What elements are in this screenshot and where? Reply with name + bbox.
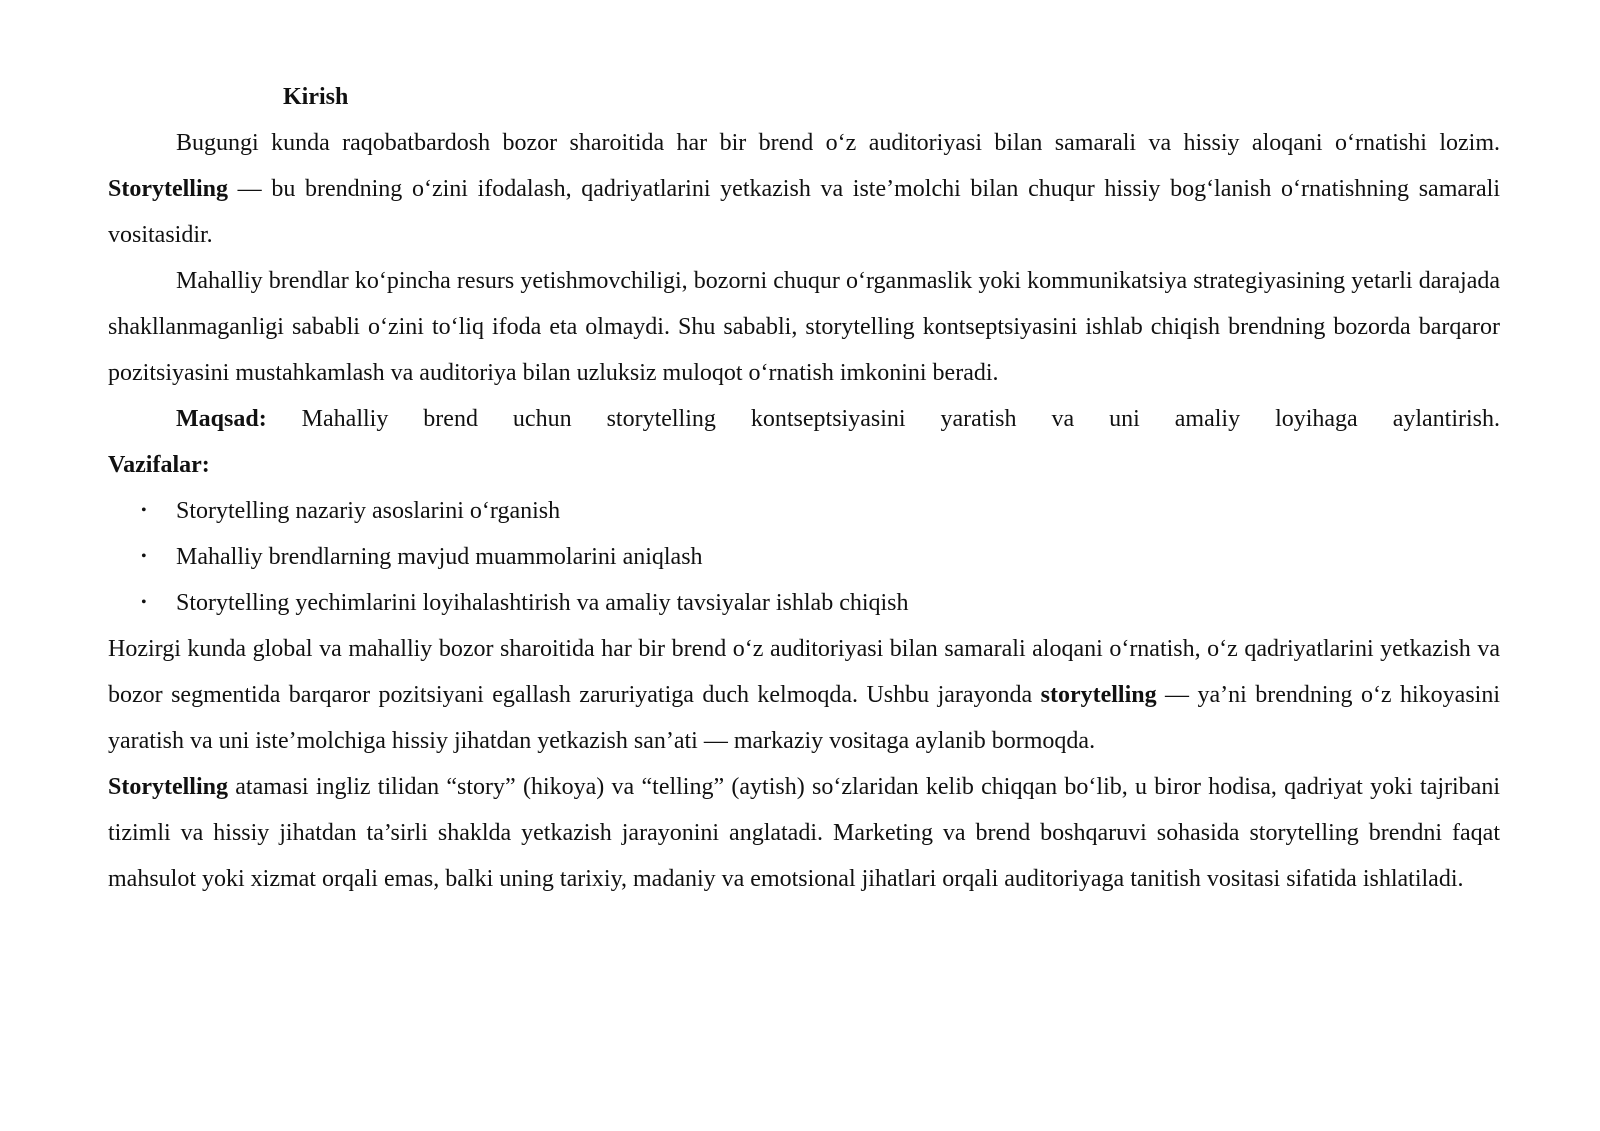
intro-paragraph [108,120,1500,258]
goal-label: Maqsad: [176,406,267,432]
list-item [108,580,1500,626]
context-text-end: — ya’ni brendning o‘z hikoyasini yaratish va uni iste’molchiga hissiy jihatdan yetkazish san’ati — markaziy vositaga aylanib bormoqda. [108,682,1501,754]
section-heading: Kirish [283,84,349,110]
bullet-icon: • [141,594,147,611]
intro-bold-term: Storytelling [108,176,228,202]
intro-text-end: — bu brendning o‘zini ifodalash, qadriyatlarini yetkazish va iste’molchi bilan chuqur hissiy bog‘lanish o‘rnatishning samarali vositasidir. [108,176,1500,248]
context-bold-term: storytelling [1040,682,1157,708]
bullet-icon: • [141,548,147,565]
context-text-start: Hozirgi kunda global va mahalliy bozor sharoitida har bir brend o‘z auditoriyasi bilan samarali aloqani o‘rnatish, o‘z qadriyatlarini yetkazish va bozor segmentida barqaror pozitsiyani egallash zaruriyatiga duch kelmoqda. Ushbu jarayonda [108,636,1500,708]
local-brands-paragraph: Mahalliy brendlar ko‘pincha resurs yetishmovchiligi, bozorni chuqur o‘rganmaslik yoki kommunikatsiya strategiyasining yetarli darajada shakllanmaganligi sababli o‘zini to‘liq ifoda eta olmaydi. Shu sababli, storytelling kontseptsiyasini ishlab chiqish brendning bozorda barqaror pozitsiyasini mustahkamlash va auditoriya bilan uzluksiz muloqot o‘rnatish imkonini beradi. [108,268,1500,386]
list-item-text: Mahalliy brendlarning mavjud muammolarini aniqlash [176,544,703,570]
tasks-label-line [108,442,1500,488]
tasks-list [108,488,1500,626]
list-item [108,534,1500,580]
list-item [108,488,1500,534]
document-page [108,74,1500,902]
definition-paragraph [108,764,1500,902]
goal-paragraph [108,396,1500,442]
definition-bold-term: Storytelling [108,774,228,800]
bullet-icon: • [141,502,147,519]
tasks-label: Vazifalar: [108,452,210,478]
intro-text-start: Bugungi kunda raqobatbardosh bozor sharoitida har bir brend o‘z auditoriyasi bilan samarali va hissiy aloqani o‘rnatishi lozim. [176,130,1500,156]
context-paragraph [108,626,1500,764]
goal-text: Mahalliy brend uchun storytelling kontseptsiyasini yaratish va uni amaliy loyihaga aylantirish. [266,406,1500,432]
list-item-text: Storytelling yechimlarini loyihalashtirish va amaliy tavsiyalar ishlab chiqish [176,590,909,616]
list-item-text: Storytelling nazariy asoslarini o‘rganish [176,498,561,524]
definition-text: atamasi ingliz tilidan “story” (hikoya) va “telling” (aytish) so‘zlaridan kelib chiqqan bo‘lib, u biror hodisa, qadriyat yoki tajribani tizimli va hissiy jihatdan ta’sirli shaklda yetkazish jarayonini anglatadi. Marketing va brend boshqaruvi sohasida storytelling brendni faqat mahsulot yoki xizmat orqali emas, balki uning tarixiy, madaniy va emotsional jihatlari orqali auditoriyaga tanitish vositasi sifatida ishlatiladi. [108,774,1500,892]
